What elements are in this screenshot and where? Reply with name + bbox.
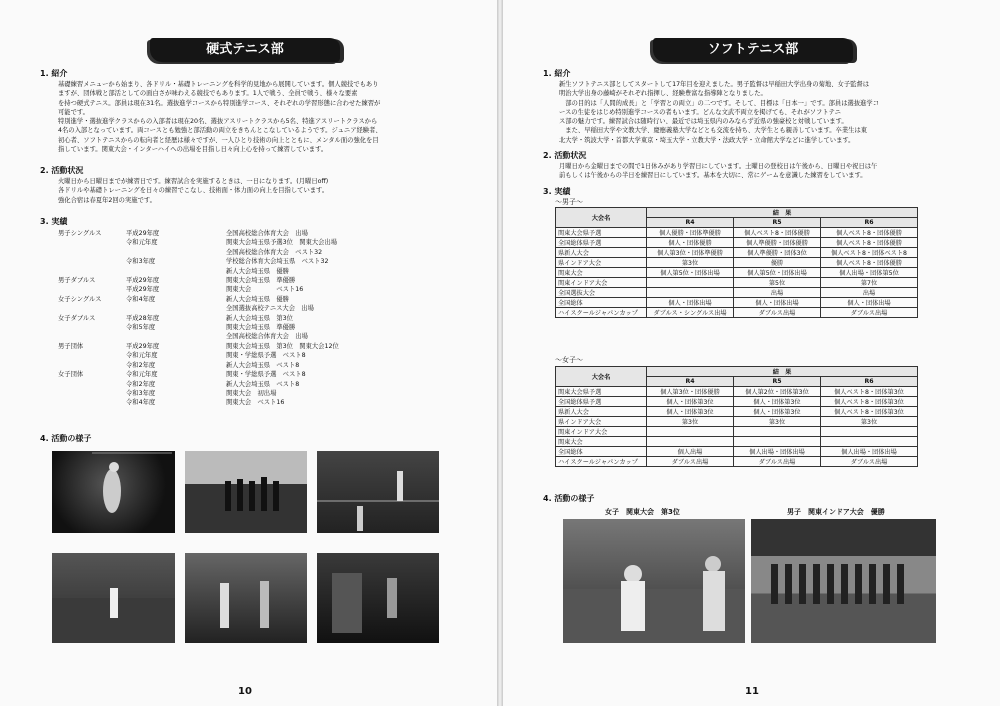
result-cell: 個人第3位・団体優勝 (647, 386, 734, 396)
result-cell (821, 436, 918, 446)
result-detail: 全国高校総合体育大会 出場 (226, 333, 308, 341)
photo-team-group (185, 451, 307, 533)
result-cell: 第3位 (734, 416, 821, 426)
text-line: 各ドリルや基礎トレーニングを日々の練習でこなし、技術面・体力面の向上を目指しています。 (58, 187, 329, 195)
result-cell: ダブルス出場 (821, 307, 918, 317)
result-detail: 新人大会埼玉県 ベスト8 (226, 380, 300, 388)
result-event: 女子ダブルス (58, 314, 96, 322)
result-detail: 全国高校総合体育大会 ベスト32 (226, 248, 323, 256)
result-row (58, 361, 339, 370)
result-detail: 新人大会埼玉県 優勝 (226, 267, 289, 275)
result-event (58, 332, 126, 341)
result-row (58, 248, 339, 257)
result-cell (647, 436, 734, 446)
result-detail: 関東・学総県予選 ベスト8 (226, 352, 306, 360)
result-cell: 個人ベスト8・団体優勝 (821, 227, 918, 237)
result-event: 男子団体 (58, 342, 84, 350)
page-number: 10 (238, 686, 252, 697)
result-cell: 個人準優勝・団体3位 (734, 247, 821, 257)
table-row (556, 307, 918, 317)
result-cell (647, 287, 734, 297)
text-line: 特別進学・選抜進学クラスからの入部者は現在20名、選抜アスリートクラスから5名、特進アスリートクラスから (58, 118, 378, 126)
section-heading-intro: 1. 紹介 (40, 69, 68, 78)
result-detail: 関東大会 ベスト16 (226, 286, 304, 294)
text-line: ますが、団体戦と部活としての面白さが味わえる競技でもあります。1人で戦う、全員で戦う、様々な要素 (58, 90, 358, 98)
result-event (58, 238, 126, 247)
header-year-r6: R6 (821, 377, 918, 387)
result-event (58, 304, 126, 313)
table-header-row (556, 367, 918, 377)
event-cell: 県インドア大会 (556, 416, 647, 426)
photo-caption-boys: 男子 関東インドア大会 優勝 (787, 508, 885, 516)
section-heading-photos: 4. 活動の様子 (40, 434, 92, 443)
table-row (556, 446, 918, 456)
result-year (126, 248, 226, 257)
result-year (126, 267, 226, 276)
table-header-row (556, 208, 918, 218)
result-year: 令和4年度 (126, 399, 156, 407)
header-year-r6: R6 (821, 218, 918, 228)
event-cell: 県新人大会 (556, 406, 647, 416)
result-cell: 第3位 (821, 416, 918, 426)
table-row (556, 287, 918, 297)
result-row (58, 229, 339, 238)
result-row (58, 295, 339, 304)
table-row (556, 297, 918, 307)
result-cell: 第3位 (647, 416, 734, 426)
result-event (58, 398, 126, 407)
result-cell: 個人・団体出場 (734, 297, 821, 307)
section-heading-intro: 1. 紹介 (543, 69, 571, 78)
result-cell (734, 426, 821, 436)
result-year: 令和元年度 (126, 352, 158, 360)
result-cell: 個人・団体第3位 (647, 406, 734, 416)
result-cell: 個人・団体出場 (821, 297, 918, 307)
result-row (58, 398, 339, 407)
result-event (58, 389, 126, 398)
text-line: 指しています。関東大会・インターハイへの出場を目指し日々向上心を持って練習しています。 (58, 146, 328, 154)
result-cell: 個人・団体出場 (647, 297, 734, 307)
header-event: 大会名 (556, 367, 647, 387)
result-cell: 第5位 (734, 277, 821, 287)
photo-court-play (317, 451, 439, 533)
result-cell: 第3位 (647, 257, 734, 267)
text-line: 強化合宿は春夏年2回の実施です。 (58, 196, 156, 204)
intro-text (559, 80, 879, 145)
text-line: 北大学・筑波大学・首都大学東京・埼玉大学・立教大学・法政大学・立命館大学などに進学しています。 (559, 136, 855, 144)
page-title: 硬式テニス部 (150, 38, 340, 62)
right-page (503, 0, 1000, 706)
header-year-r4: R4 (647, 218, 734, 228)
header-year-r5: R5 (734, 377, 821, 387)
result-row (58, 351, 339, 360)
page-title: ソフトテニス部 (653, 38, 853, 62)
result-cell: 優勝 (734, 257, 821, 267)
result-year: 令和2年度 (126, 361, 156, 369)
result-detail: 関東大会埼玉県予選3位 関東大会出場 (226, 239, 338, 247)
result-cell: 個人出場・団体第5位 (821, 267, 918, 277)
section-heading-results: 3. 実績 (543, 187, 571, 196)
page-number: 11 (745, 686, 759, 697)
header-year-r5: R5 (734, 218, 821, 228)
text-line: ス部の魅力です。練習試合は随時行い、最近では埼玉県内のみならず近県の強豪校と対戦しています。 (559, 118, 848, 126)
result-cell: ダブルス出場 (821, 456, 918, 466)
result-row (58, 332, 339, 341)
result-row (58, 323, 339, 332)
photo-match-scene (317, 553, 439, 643)
event-cell: 全国総体 (556, 446, 647, 456)
result-cell: 個人第5位・団体出場 (647, 267, 734, 277)
result-year (126, 304, 226, 313)
result-cell: 出場 (821, 287, 918, 297)
text-line: 基礎練習メニューから始まり、各ドリル・基礎トレーニングを科学的見地から展開しています。個人競技でもあり (58, 81, 379, 88)
section-heading-photos: 4. 活動の様子 (543, 494, 595, 503)
table-row (556, 426, 918, 436)
result-year: 令和3年度 (126, 258, 156, 266)
result-detail: 関東大会埼玉県 準優勝 (226, 324, 296, 332)
result-event: 女子シングルス (58, 295, 102, 303)
boys-results-table (555, 207, 918, 318)
table-row (556, 267, 918, 277)
event-cell: 関東大会 (556, 436, 647, 446)
result-cell (821, 426, 918, 436)
header-result: 結 果 (647, 208, 918, 218)
result-detail: 全国高校総合体育大会 出場 (226, 230, 308, 237)
result-year: 平成29年度 (126, 230, 160, 237)
result-year: 平成29年度 (126, 286, 160, 294)
result-row (58, 276, 339, 285)
text-line: 月曜日から金曜日までの間で1日休みがあり学習日にしています。土曜日の登校日は午後から、日曜日や祝日は午 (559, 163, 878, 170)
result-cell: 個人ベスト8・団体優勝 (821, 257, 918, 267)
result-cell (647, 277, 734, 287)
section-heading-results: 3. 実績 (40, 217, 68, 226)
result-detail: 学校総合体育大会埼玉県 ベスト32 (226, 258, 329, 266)
result-detail: 新人大会埼玉県 優勝 (226, 295, 289, 303)
boys-label: ～男子～ (555, 198, 583, 206)
result-cell: 個人出場 (647, 446, 734, 456)
result-cell: 個人第3位・団体準優勝 (647, 247, 734, 257)
result-cell (734, 436, 821, 446)
table-row (556, 396, 918, 406)
result-event (58, 323, 126, 332)
result-detail: 関東・学総県予選 ベスト8 (226, 371, 306, 379)
result-year: 平成29年度 (126, 342, 160, 350)
result-row (58, 285, 339, 294)
result-year (126, 332, 226, 341)
result-row (58, 342, 339, 351)
result-event (58, 248, 126, 257)
result-cell: 出場 (734, 287, 821, 297)
result-event (58, 380, 126, 389)
activity-text (58, 177, 328, 205)
left-page (0, 0, 497, 706)
result-event: 女子団体 (58, 371, 84, 379)
result-row (58, 267, 339, 276)
event-cell: 関東インドア大会 (556, 277, 647, 287)
photo-caption-girls: 女子 関東大会 第3位 (605, 508, 680, 516)
result-year: 平成28年度 (126, 314, 160, 322)
result-cell: 個人出場・団体出場 (734, 446, 821, 456)
result-cell: 個人ベスト8・団体優勝 (734, 227, 821, 237)
intro-text (58, 80, 382, 154)
table-row (556, 257, 918, 267)
event-cell: 全国総体県予選 (556, 396, 647, 406)
results-list (58, 229, 339, 408)
event-cell: 関東インドア大会 (556, 426, 647, 436)
result-row (58, 370, 339, 379)
header-event: 大会名 (556, 208, 647, 228)
header-year-r4: R4 (647, 377, 734, 387)
result-detail: 新人大会埼玉県 ベスト8 (226, 361, 300, 369)
result-year: 令和元年度 (126, 371, 158, 379)
text-line: 初心者、ソフトテニスからの転向者と経歴は様々ですが、一人ひとり技術の向上とともに、メンタル面の強化を目 (58, 136, 379, 144)
result-year: 令和元年度 (126, 239, 158, 247)
result-year: 令和2年度 (126, 380, 156, 388)
event-cell: 県新人大会 (556, 247, 647, 257)
result-cell: ダブルス出場 (734, 307, 821, 317)
photo-doubles-pair (185, 553, 307, 643)
photo-player-court (52, 553, 175, 643)
table-row (556, 416, 918, 426)
result-cell: 個人第5位・団体出場 (734, 267, 821, 277)
result-cell: 個人ベスト8・団体ベスト8 (821, 247, 918, 257)
text-line: 可能です。 (58, 108, 89, 116)
text-line: 部の目的は「人間的成長」と「学習との両立」の二つです。そして、目標は「日本一」です。部員は選抜進学コ (559, 99, 880, 107)
section-heading-activity: 2. 活動状況 (543, 151, 587, 160)
result-cell: 個人・団体第3位 (734, 406, 821, 416)
result-detail: 関東大会埼玉県 第3位 関東大会12位 (226, 342, 339, 350)
result-event (58, 351, 126, 360)
result-cell: ダブルス出場 (647, 456, 734, 466)
result-row (58, 257, 339, 266)
result-cell: 個人ベスト8・団体第3位 (821, 396, 918, 406)
result-cell: 個人ベスト8・団体第3位 (821, 406, 918, 416)
text-line: 4名の入部となっています。両コースとも勉強と部活動の両立をきちんとこなしているようです。ジュニア経験者、 (58, 127, 382, 135)
text-line: を持つ硬式テニス。部員は現在31名。選抜進学コースから特別進学コース、それぞれの学習形態に合わせた練習が (58, 99, 381, 107)
result-event (58, 361, 126, 370)
result-cell: 個人ベスト8・団体優勝 (821, 237, 918, 247)
result-cell: ダブルス・シングルス出場 (647, 307, 734, 317)
result-event (58, 257, 126, 266)
text-line: 新生ソフトテニス部としてスタートして17年目を迎えました。男子監督は早稲田大学出身の菊地、女子監督は (559, 81, 870, 88)
result-row (58, 314, 339, 323)
text-line: 明治大学出身の藤崎がそれぞれ指揮し、経験豊富な指導陣となりました。 (559, 90, 767, 98)
text-line: ースの生徒をはじめ特別進学コースの者もいます。どんな文武不両立を掲げても、それがソフトテニ (559, 108, 841, 116)
table-row (556, 247, 918, 257)
result-cell: 個人第2位・団体第3位 (734, 386, 821, 396)
result-event: 男子シングルス (58, 230, 102, 237)
result-row (58, 304, 339, 313)
result-year: 平成29年度 (126, 277, 160, 285)
result-detail: 新人大会埼玉県 第3位 (226, 314, 293, 322)
event-cell: 県インドア大会 (556, 257, 647, 267)
result-cell: 個人・団体第3位 (647, 396, 734, 406)
table-row (556, 456, 918, 466)
result-row (58, 389, 339, 398)
text-line: 前もしくは午後からの半日を練習日にしています。基本を大切に、常にゲームを意識した練習をしています。 (559, 172, 867, 180)
result-event: 男子ダブルス (58, 277, 96, 285)
result-cell: 個人・団体第3位 (734, 396, 821, 406)
table-row (556, 237, 918, 247)
result-event (58, 267, 126, 276)
result-cell: 個人・団体優勝 (647, 237, 734, 247)
result-detail: 関東大会 ベスト16 (226, 399, 285, 407)
event-cell: 関東大会県予選 (556, 227, 647, 237)
result-event (58, 285, 126, 294)
result-cell: 個人出場・団体出場 (821, 446, 918, 456)
activity-text (559, 162, 877, 181)
table-row (556, 406, 918, 416)
result-year: 令和5年度 (126, 324, 156, 332)
event-cell: 全国選抜大会 (556, 287, 647, 297)
text-line: また、早稲田大学や文教大学、慶應義塾大学などとも交流を持ち、大学生とも親善しています。卒業生は東 (559, 127, 868, 135)
result-detail: 関東大会埼玉県 準優勝 (226, 277, 296, 285)
event-cell: ハイスクールジャパンカップ (556, 456, 647, 466)
result-detail: 全国選抜高校テニス大会 出場 (226, 305, 314, 313)
table-row (556, 277, 918, 287)
result-detail: 関東大会 初出場 (226, 389, 277, 397)
result-cell: ダブルス出場 (734, 456, 821, 466)
result-cell: 個人準優勝・団体優勝 (734, 237, 821, 247)
table-row (556, 386, 918, 396)
result-year: 令和4年度 (126, 295, 156, 303)
result-cell: 個人優勝・団体準優勝 (647, 227, 734, 237)
girls-label: ～女子～ (555, 356, 583, 364)
result-row (58, 238, 339, 247)
girls-results-table (555, 366, 918, 467)
header-result: 結 果 (647, 367, 918, 377)
result-row (58, 380, 339, 389)
event-cell: 関東大会 (556, 267, 647, 277)
photo-boys-team (751, 519, 936, 643)
result-year: 令和3年度 (126, 389, 156, 397)
table-row (556, 227, 918, 237)
table-row (556, 436, 918, 446)
event-cell: 全国総体県予選 (556, 237, 647, 247)
event-cell: ハイスクールジャパンカップ (556, 307, 647, 317)
result-cell: 個人ベスト8・団体第3位 (821, 386, 918, 396)
section-heading-activity: 2. 活動状況 (40, 166, 84, 175)
photo-player-serve (52, 451, 175, 533)
event-cell: 関東大会県予選 (556, 386, 647, 396)
event-cell: 全国総体 (556, 297, 647, 307)
result-cell: 第7位 (821, 277, 918, 287)
text-line: 火曜日から日曜日までが練習日です。練習試合を実施するときは、一日になります。(月曜日off) (58, 178, 329, 185)
result-cell (647, 426, 734, 436)
photo-girls-team (563, 519, 745, 643)
